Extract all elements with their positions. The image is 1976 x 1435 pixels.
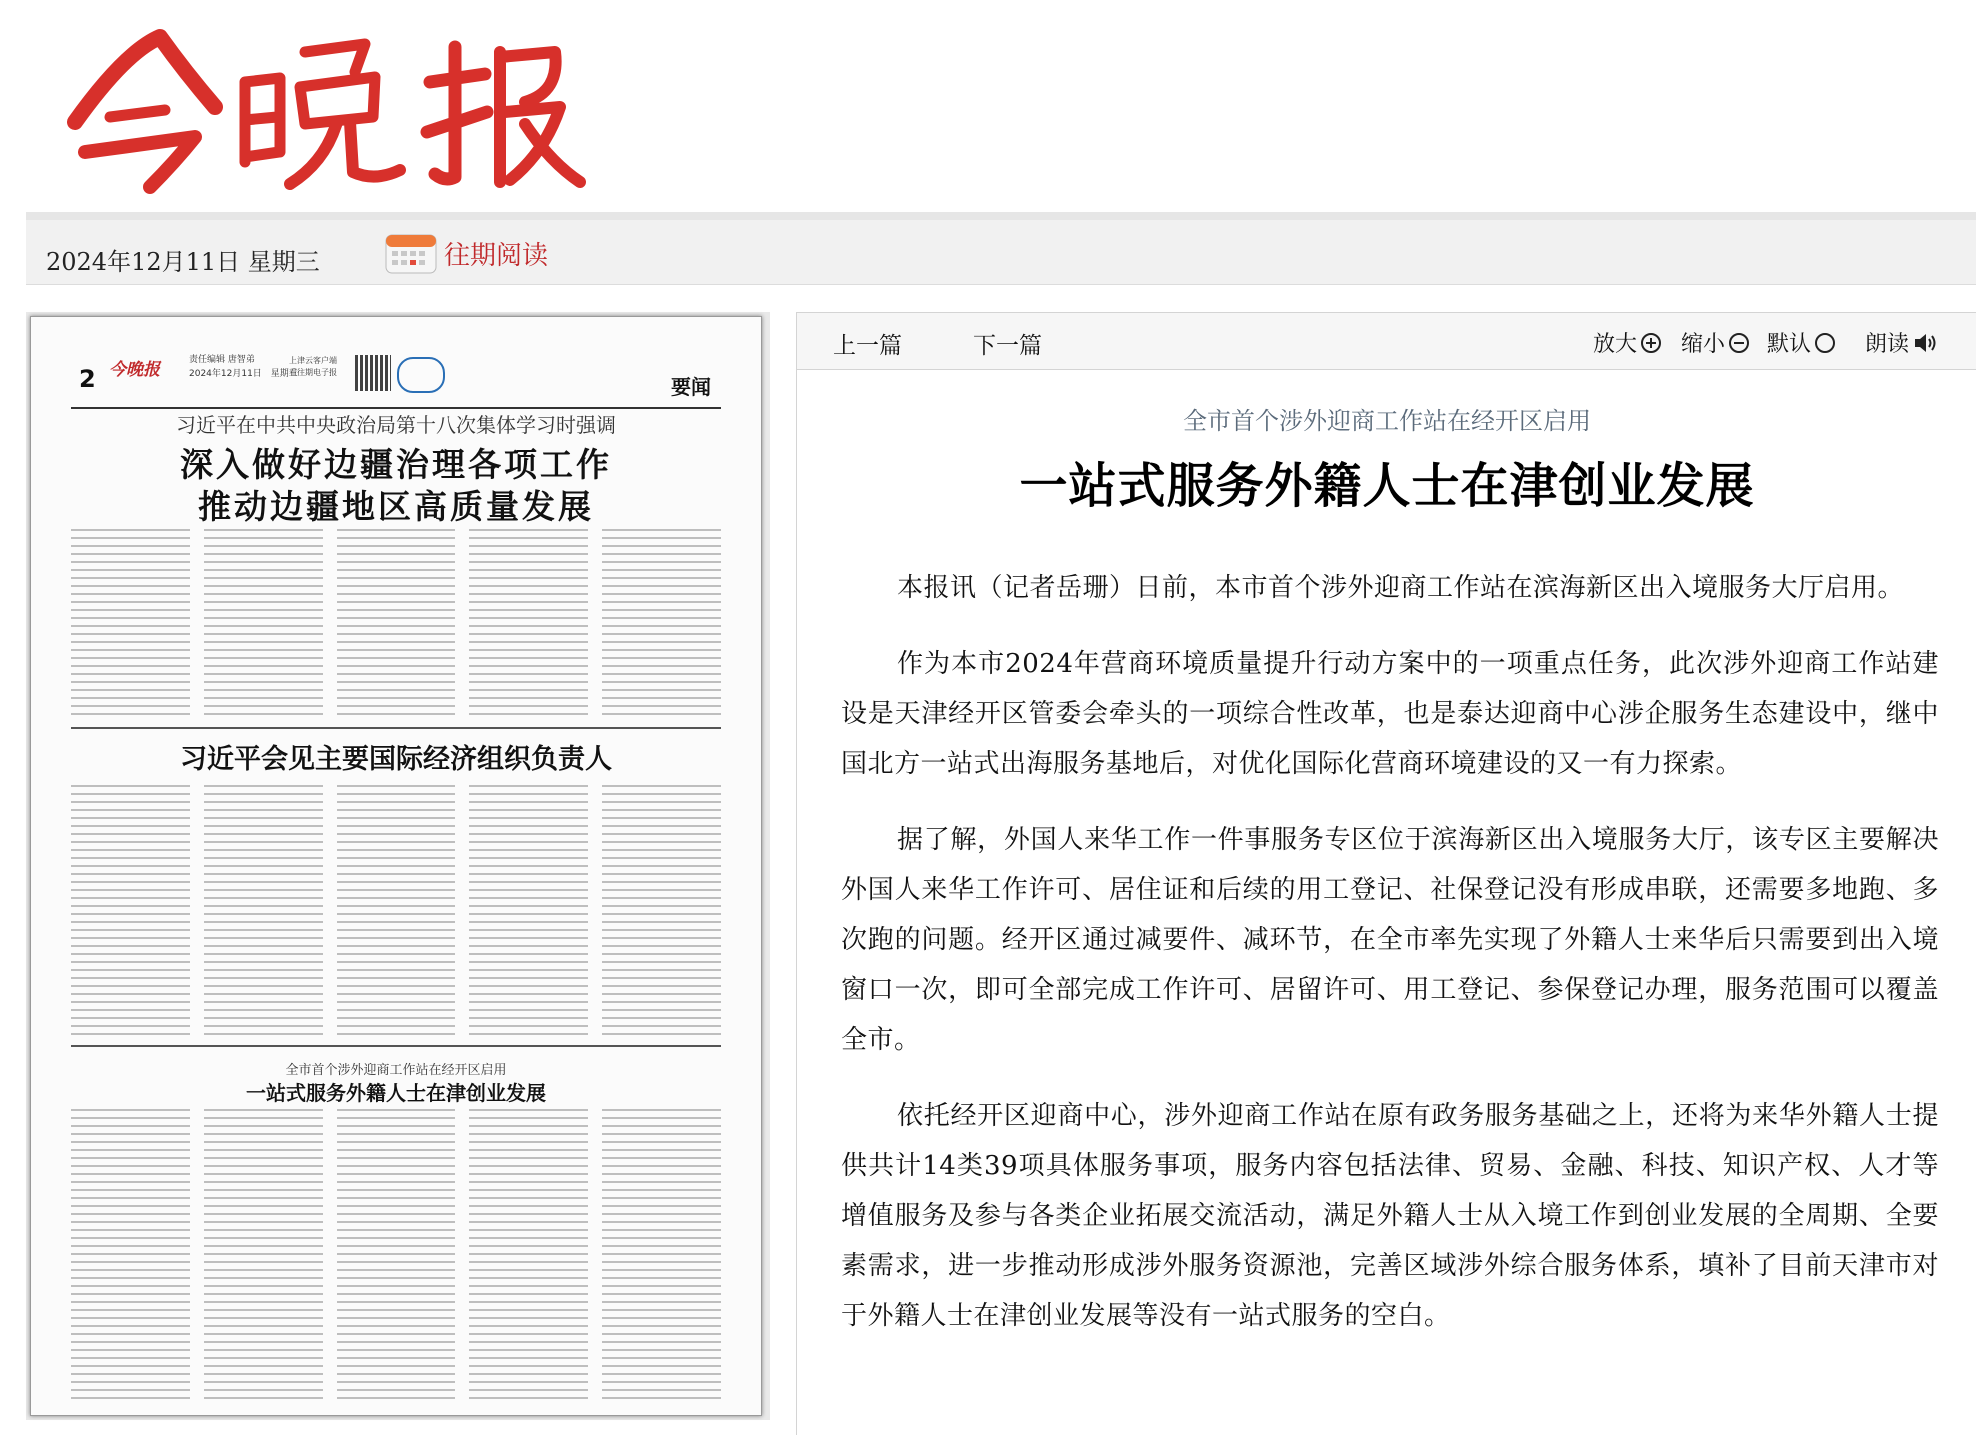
- thumbnail-story3-text: [71, 1109, 721, 1399]
- article-paragraph: 本报讯（记者岳珊）日前，本市首个涉外迎商工作站在滨海新区出入境服务大厅启用。: [897, 573, 1905, 603]
- default-size-button[interactable]: [1767, 327, 1835, 358]
- thumbnail-story3-title: 一站式服务外籍人士在津创业发展: [246, 1081, 546, 1105]
- calendar-icon: [384, 231, 440, 275]
- thumbnail-page-number: 2: [79, 365, 96, 393]
- thumbnail-meta-line2: 2024年12月11日 星期三: [189, 369, 298, 379]
- divider-bar: [26, 212, 1976, 220]
- zoom-out-icon: [1729, 333, 1749, 353]
- article-title: 一站式服务外籍人士在津创业发展: [1019, 458, 1755, 514]
- newspaper-logo: [55, 12, 595, 202]
- page-thumbnail-panel: [26, 312, 770, 1420]
- zoom-out-label: 缩小: [1681, 332, 1726, 357]
- speaker-icon: [1913, 331, 1939, 355]
- thumbnail-story1-title2: 推动边疆地区高质量发展: [198, 487, 594, 526]
- thumbnail-section: 要闻: [671, 375, 711, 399]
- zoom-out-button[interactable]: [1681, 327, 1749, 358]
- article-kicker: 全市首个涉外迎商工作站在经开区启用: [1183, 407, 1591, 435]
- zoom-in-button[interactable]: [1593, 327, 1661, 358]
- thumbnail-divider: [71, 727, 721, 729]
- past-issues-link[interactable]: [384, 232, 548, 274]
- jin-cloud-logo-icon: [397, 357, 445, 393]
- issue-date: 2024年12月11日 星期三: [46, 248, 320, 276]
- read-aloud-button[interactable]: [1865, 327, 1939, 358]
- masthead: [0, 0, 1976, 212]
- thumbnail-meta-right1: 上津云客户端: [289, 356, 337, 365]
- zoom-in-label: 放大: [1593, 332, 1638, 357]
- thumbnail-story1-title1: 深入做好边疆治理各项工作: [180, 445, 612, 484]
- thumbnail-story2-text: [71, 785, 721, 1035]
- article-toolbar: [797, 313, 1976, 370]
- article-body: [841, 563, 1939, 1367]
- qr-code-icon: [355, 355, 391, 391]
- thumbnail-meta: [189, 353, 298, 381]
- default-size-label: 默认: [1767, 332, 1812, 357]
- read-aloud-label: 朗读: [1865, 332, 1910, 357]
- thumbnail-story1-text: [71, 529, 721, 721]
- date-bar: [26, 220, 1976, 285]
- thumbnail-story2-title: 习近平会见主要国际经济组织负责人: [180, 744, 612, 775]
- thumbnail-paper-name: 今晚报: [109, 360, 160, 380]
- article-paragraph: 据了解，外国人来华工作一件事服务专区位于滨海新区出入境服务大厅，该专区主要解决外国人来华工作许可、居住证和后续的用工登记、社保登记没有形成串联，还需要多地跑、多次跑的问题。经开区通过减要件、减环节，在全市率先实现了外籍人士来华后只需要到出入境窗口一次，即可全部完成工作许可、居留许可、用工登记、参保登记办理，服务范围可以覆盖全市。: [841, 825, 1939, 1055]
- default-size-icon: [1815, 333, 1835, 353]
- article-panel: [796, 312, 1976, 1435]
- thumbnail-meta-right2: 看往期电子报: [289, 368, 337, 377]
- thumbnail-story1-kicker: 习近平在中共中央政治局第十八次集体学习时强调: [176, 413, 616, 437]
- article-paragraph: 依托经开区迎商中心，涉外迎商工作站在原有政务服务基础之上，还将为来华外籍人士提供共计14类39项具体服务事项，服务内容包括法律、贸易、金融、科技、知识产权、人才等增值服务及参与各类企业拓展交流活动，满足外籍人士从入境工作到创业发展的全周期、全要素需求，进一步推动形成涉外服务资源池，完善区域涉外综合服务体系，填补了目前天津市对于外籍人士在津创业发展等没有一站式服务的空白。: [841, 1101, 1939, 1331]
- past-issues-label: 往期阅读: [444, 240, 549, 271]
- thumbnail-meta-right: [289, 355, 337, 379]
- thumbnail-header: [71, 347, 721, 409]
- page-thumbnail[interactable]: [30, 316, 762, 1416]
- thumbnail-story3-kicker: 全市首个涉外迎商工作站在经开区启用: [285, 1063, 507, 1078]
- next-article-link[interactable]: 下一篇: [973, 333, 1042, 359]
- thumbnail-divider: [71, 1045, 721, 1047]
- article-paragraph: 作为本市2024年营商环境质量提升行动方案中的一项重点任务，此次涉外迎商工作站建设是天津经开区管委会牵头的一项综合性改革，也是泰达迎商中心涉企服务生态建设中，继中国北方一站式出海服务基地后，对优化国际化营商环境建设的又一有力探索。: [841, 649, 1939, 779]
- thumbnail-meta-line1: 责任编辑 唐智弟: [189, 355, 255, 365]
- prev-article-link[interactable]: 上一篇: [833, 333, 902, 359]
- zoom-in-icon: [1641, 333, 1661, 353]
